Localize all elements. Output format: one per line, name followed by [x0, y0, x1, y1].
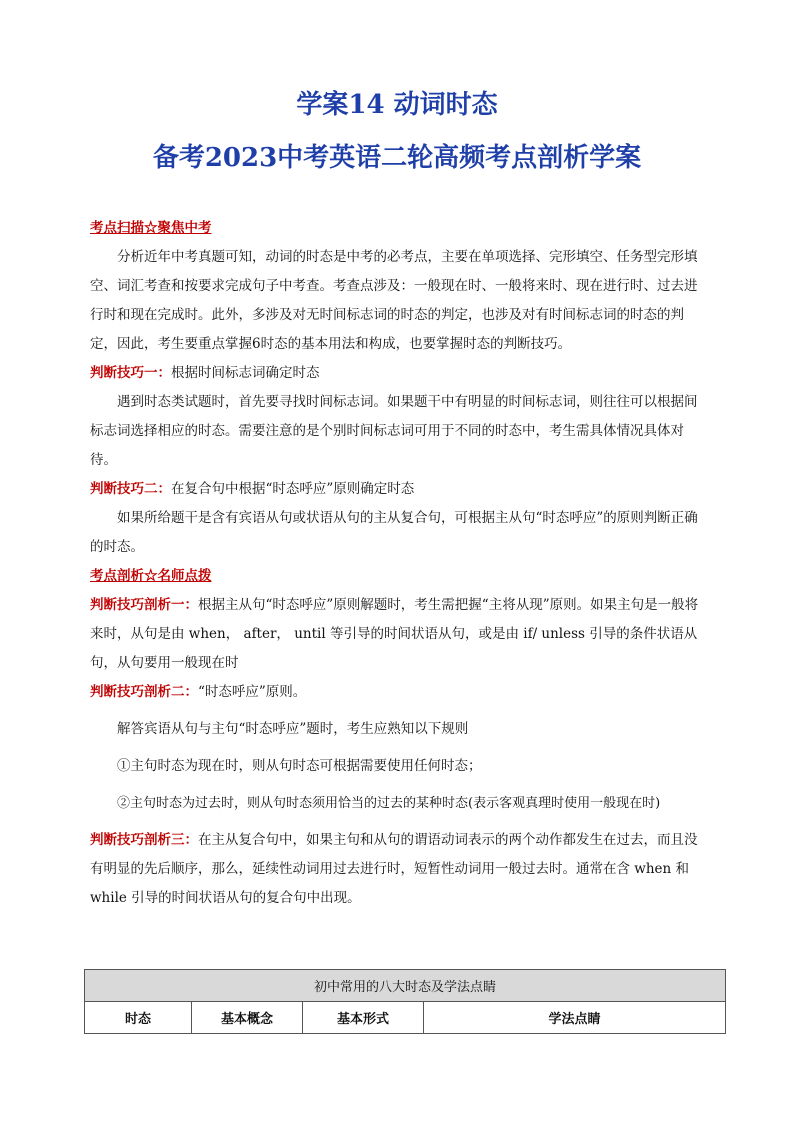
- analysis2-heading: 判断技巧剖析二：“时态呼应”原则。: [90, 684, 307, 700]
- analysis3-paragraph: 判断技巧剖析三：在主从复合句中，如果主句和从句的谓语动词表示的两个动作都发生在过去，而且没有明显的先后顺序，那么，延续性动词用过去进行时，短暂性动词用一般过去时。通常在含 when 和 while 引导的时间状语从句的复合句中出现。: [90, 832, 698, 906]
- skill1-heading: 判断技巧一：根据时间标志词确定时态: [90, 365, 320, 381]
- skill2-heading: 判断技巧二：在复合句中根据“时态呼应”原则确定时态: [90, 481, 415, 497]
- table-caption: 初中常用的八大时态及学法点睛: [85, 970, 726, 1002]
- analysis1-paragraph: 判断技巧剖析一：根据主从句“时态呼应”原则解题时，考生需把握“主将从现”原则。如果主句是一般将来时，从句是由 when， after， until 等引导的时间状语从句，或是由 if/ unless 引导的条件状语从句，从句要用一般现在时: [90, 597, 699, 671]
- doc-title-line2: 备考2023中考英语二轮高频考点剖析学案: [152, 143, 642, 173]
- table-header-concept: 基本概念: [192, 1002, 303, 1034]
- table-header-tips: 学法点睛: [424, 1002, 726, 1034]
- section-heading-analysis: 考点剖析☆名师点拨: [90, 568, 212, 584]
- section-heading-scan: 考点扫描☆聚焦中考: [90, 220, 212, 236]
- analysis2-intro: 解答宾语从句与主句“时态呼应”题时，考生应熟知以下规则: [117, 721, 469, 737]
- table-header-tense: 时态: [85, 1002, 192, 1034]
- analysis2-rule1: ①主句时态为现在时，则从句时态可根据需要使用任何时态；: [117, 758, 482, 774]
- analysis2-rule2: ②主句时态为过去时，则从句时态须用恰当的过去的某种时态(表示客观真理时使用一般现在时): [117, 796, 661, 811]
- tense-table: [84, 969, 726, 1034]
- table-header-form: 基本形式: [303, 1002, 424, 1034]
- section-scan: [90, 214, 706, 913]
- skill1-paragraph: 遇到时态类试题时，首先要寻找时间标志词。如果题干中有明显的时间标志词，则往往可以根据间标志词选择相应的时态。需要注意的是个别时间标志词可用于不同的时态中，考生需具体情况具体对待。: [90, 394, 698, 468]
- intro-paragraph: 分析近年中考真题可知，动词的时态是中考的必考点，主要在单项选择、完形填空、任务型完形填空、词汇考查和按要求完成句子中考查。考查点涉及：一般现在时、一般将来时、现在进行时、过去进行时和现在完成时。此外，多涉及对无时间标志词的时态的判定，也涉及对有时间标志词的时态的判定，因此，考生要重点掌握6时态的基本用法和构成，也要掌握时态的判断技巧。: [90, 249, 698, 352]
- doc-title-line1: 学案14 动词时态: [296, 90, 498, 120]
- skill2-paragraph: 如果所给题干是含有宾语从句或状语从句的主从复合句，可根据主从句“时态呼应”的原则判断正确的时态。: [90, 510, 698, 555]
